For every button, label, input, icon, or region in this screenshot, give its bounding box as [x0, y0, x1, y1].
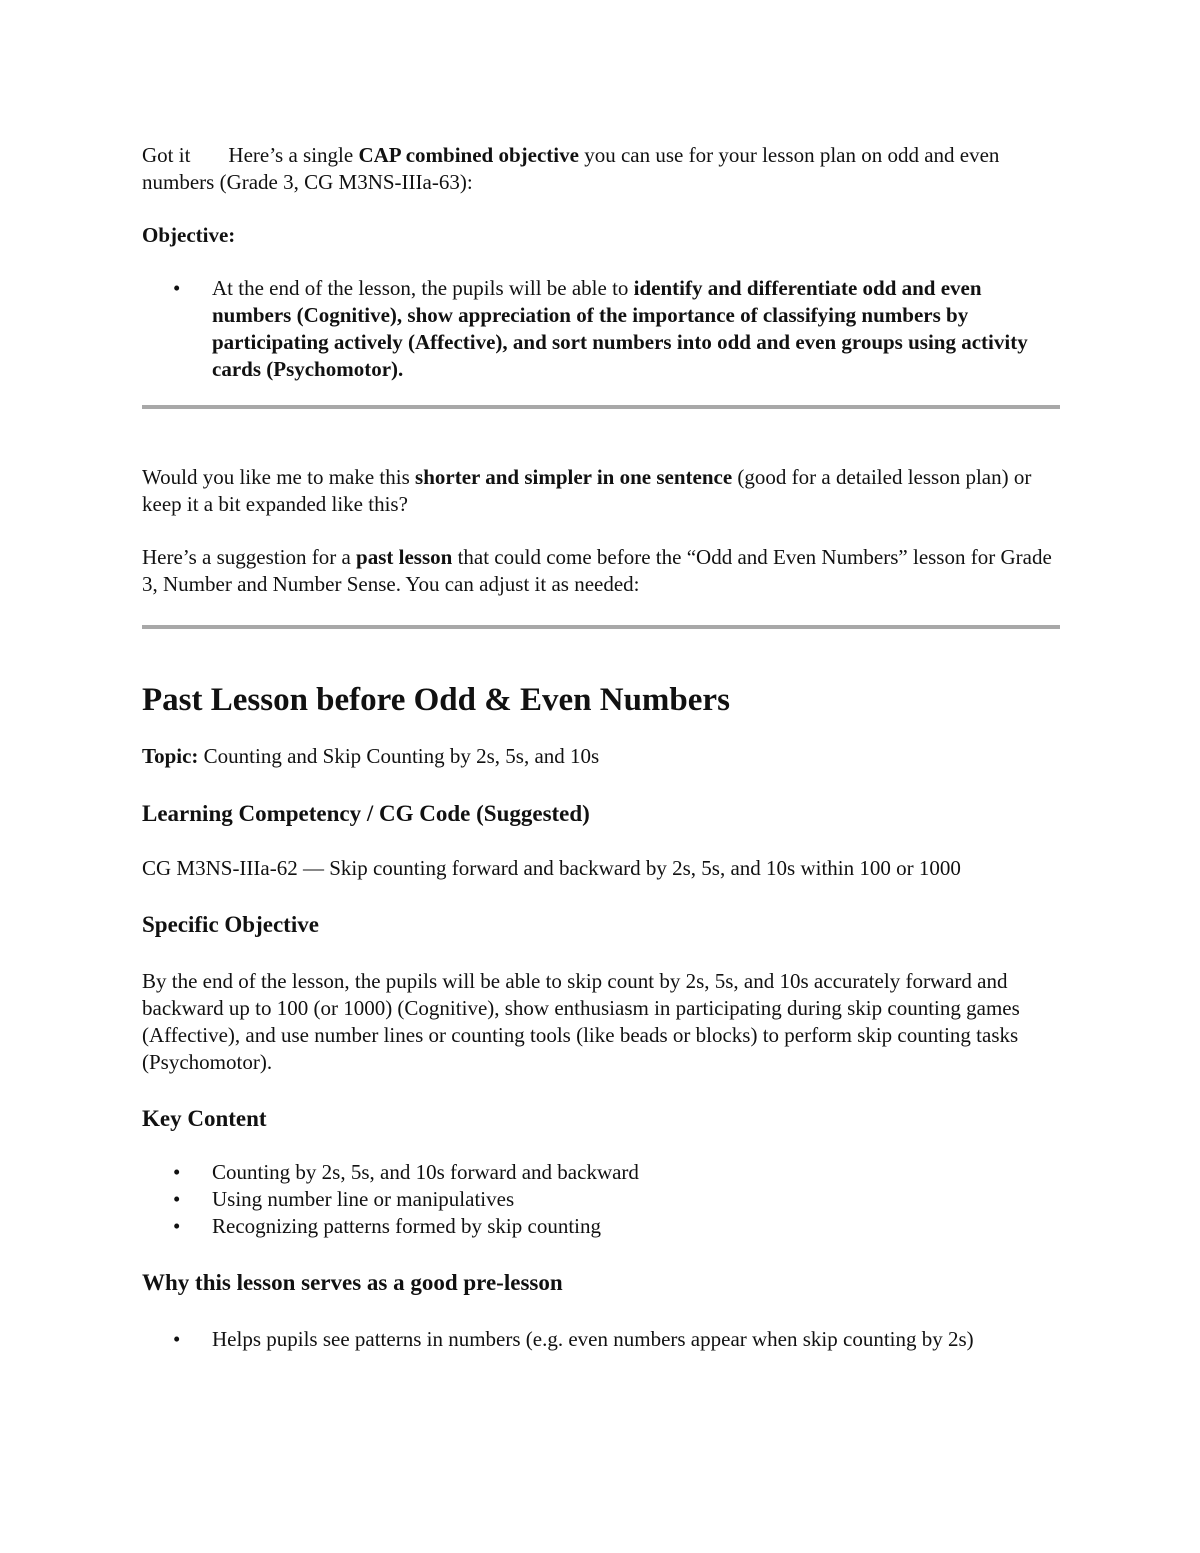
cap-objective-bold: CAP combined objective	[358, 143, 579, 167]
topic-value: Counting and Skip Counting by 2s, 5s, and 10s	[198, 744, 600, 768]
why-list	[142, 1326, 1060, 1353]
bullet-icon: •	[173, 1160, 181, 1184]
bullet-icon: •	[173, 1187, 181, 1211]
list-item: • Using number line or manipulatives	[173, 1187, 515, 1211]
list-item: • At the end of the lesson, the pupils will be able to identify and differentiate odd and even numbers (Cognitive), show appreciation of the importance of classifying numbers by participating actively (Affective), and sort numbers into odd and even groups using activity cards (Psychomotor).	[173, 276, 1028, 381]
bullet-icon: •	[173, 276, 181, 300]
got-it-text: Got it	[142, 143, 191, 167]
list-item: • Counting by 2s, 5s, and 10s forward and backward	[173, 1160, 639, 1184]
horizontal-divider	[142, 405, 1060, 409]
topic-label: Topic:	[142, 744, 199, 768]
list-item: • Recognizing patterns formed by skip counting	[173, 1214, 602, 1238]
horizontal-divider	[142, 625, 1060, 629]
past-lesson-intro: Here’s a suggestion for a past lesson that could come before the “Odd and Even Numbers” lesson for Grade 3, Number and Number Sense. You can adjust it as needed:	[142, 545, 1052, 596]
lesson-title: Past Lesson before Odd & Even Numbers	[142, 682, 730, 718]
why-heading: Why this lesson serves as a good pre-lesson	[142, 1270, 563, 1295]
document-page	[142, 142, 1060, 1353]
objective-list	[142, 275, 1060, 383]
intro-paragraph: Got it Here’s a single CAP combined objective you can use for your lesson plan on odd and even numbers (Grade 3, CG M3NS-IIIa-63):	[142, 143, 1000, 194]
key-content-list	[142, 1159, 1060, 1240]
list-item: • Helps pupils see patterns in numbers (e.g. even numbers appear when skip counting by 2s)	[173, 1327, 974, 1351]
bullet-icon: •	[173, 1327, 181, 1351]
key-content-heading: Key Content	[142, 1106, 267, 1131]
bullet-icon: •	[173, 1214, 181, 1238]
objective-label: Objective:	[142, 223, 236, 247]
specific-objective-text: By the end of the lesson, the pupils will be able to skip count by 2s, 5s, and 10s accurately forward and backward up to 100 (or 1000) (Cognitive), show enthusiasm in participating during skip counting games (Affective), and use number lines or counting tools (like beads or blocks) to perform skip counting tasks (Psychomotor).	[142, 969, 1020, 1074]
topic-line	[142, 743, 1060, 770]
question-paragraph: Would you like me to make this shorter and simpler in one sentence (good for a detailed lesson plan) or keep it a bit expanded like this?	[142, 465, 1032, 516]
competency-heading: Learning Competency / CG Code (Suggested)	[142, 801, 590, 826]
objective-bold-text: identify and differentiate odd and even numbers (Cognitive), show appreciation of the importance of classifying numbers by participating actively (Affective), and sort numbers into odd and even groups using activity cards (Psychomotor).	[212, 276, 1028, 381]
specific-objective-heading: Specific Objective	[142, 912, 319, 937]
competency-text: CG M3NS-IIIa-62 — Skip counting forward and backward by 2s, 5s, and 10s within 100 or 1000	[142, 856, 961, 880]
